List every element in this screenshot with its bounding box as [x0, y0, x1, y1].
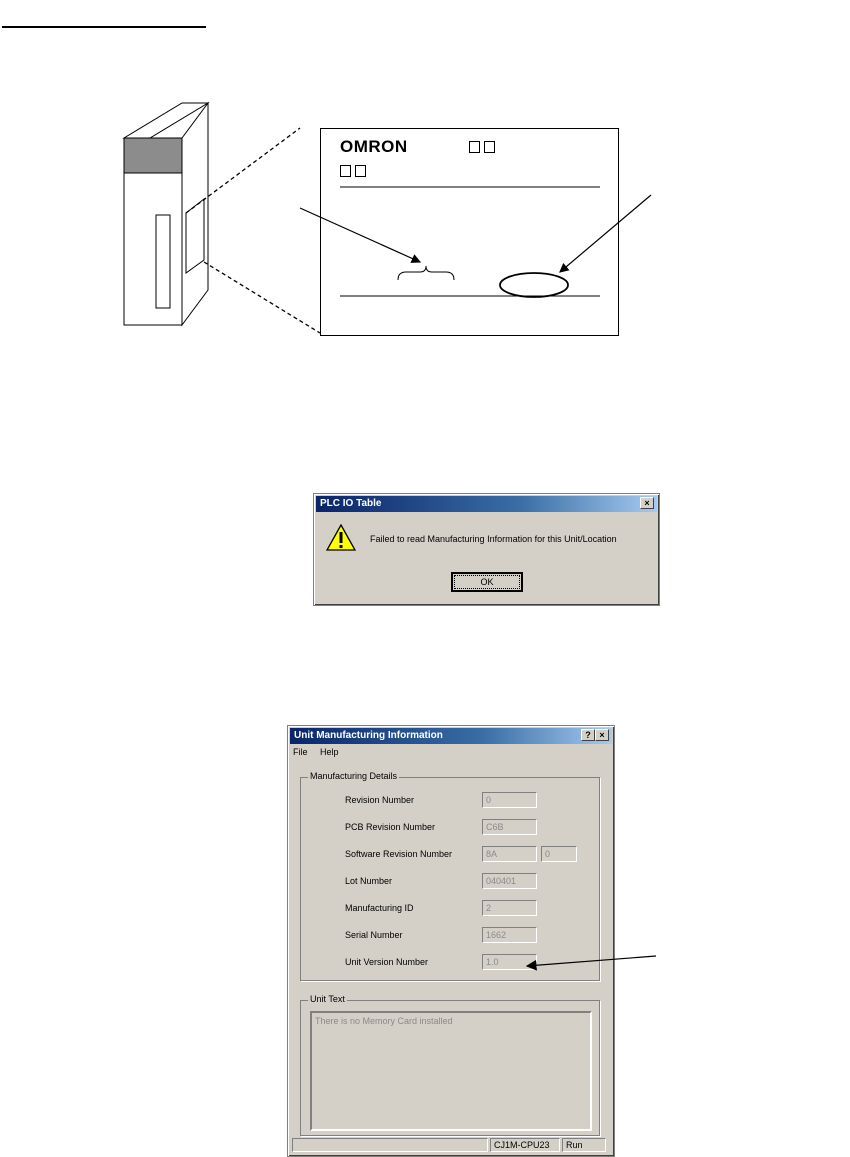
lot-number-field[interactable]: 040401 [482, 873, 537, 889]
manufacturing-id-label: Manufacturing ID [345, 903, 414, 913]
plc-io-table-dialog [313, 493, 660, 606]
group-label: Manufacturing Details [310, 771, 398, 781]
nameplate-annotations [0, 0, 850, 360]
close-button[interactable] [595, 729, 609, 741]
status-pane-empty [292, 1138, 488, 1152]
dialog-title-bar [290, 728, 612, 744]
warning-icon [326, 524, 356, 552]
lot-number-label: Lot Number [345, 876, 393, 886]
software-revision-field-2[interactable]: 0 [541, 846, 577, 862]
pcb-revision-label: PCB Revision Number [345, 822, 436, 832]
menu-help[interactable]: Help [320, 747, 339, 757]
dialog-title: PLC IO Table [320, 498, 382, 509]
status-model: CJ1M-CPU23 [490, 1138, 560, 1152]
lot-arrow [300, 208, 420, 262]
revision-number-field[interactable]: 0 [482, 792, 537, 808]
software-revision-label: Software Revision Number [345, 849, 453, 859]
help-button[interactable] [581, 729, 595, 741]
error-message: Failed to read Manufacturing Information for this Unit/Location [370, 534, 617, 544]
revision-number-label: Revision Number [345, 795, 415, 805]
unit-text-area[interactable]: There is no Memory Card installed [310, 1011, 592, 1131]
close-icon: × [599, 730, 605, 740]
version-ellipse [500, 273, 568, 297]
unit-version-label: Unit Version Number [345, 957, 429, 967]
close-button[interactable] [640, 497, 654, 509]
status-mode: Run [562, 1138, 606, 1152]
pcb-revision-field[interactable]: C6B [482, 819, 537, 835]
unit-version-field[interactable]: 1.0 [482, 954, 537, 970]
dialog-title: Unit Manufacturing Information [294, 730, 443, 741]
serial-number-field[interactable]: 1662 [482, 927, 537, 943]
unit-label-figure [0, 0, 850, 360]
close-icon: × [644, 498, 650, 508]
manufacturing-id-field[interactable]: 2 [482, 900, 537, 916]
help-icon: ? [585, 730, 591, 740]
menu-bar [293, 747, 349, 757]
ok-button[interactable]: OK [451, 572, 523, 592]
serial-number-label: Serial Number [345, 930, 403, 940]
menu-file[interactable]: File [293, 747, 308, 757]
version-field-arrow [0, 900, 850, 1000]
software-revision-field[interactable]: 8A [482, 846, 537, 862]
omron-logo: OMRON [340, 137, 408, 156]
lot-brace [398, 266, 454, 280]
dialog-title-bar [316, 496, 657, 512]
version-arrow [560, 195, 651, 272]
group-label: Unit Text [310, 994, 345, 1004]
